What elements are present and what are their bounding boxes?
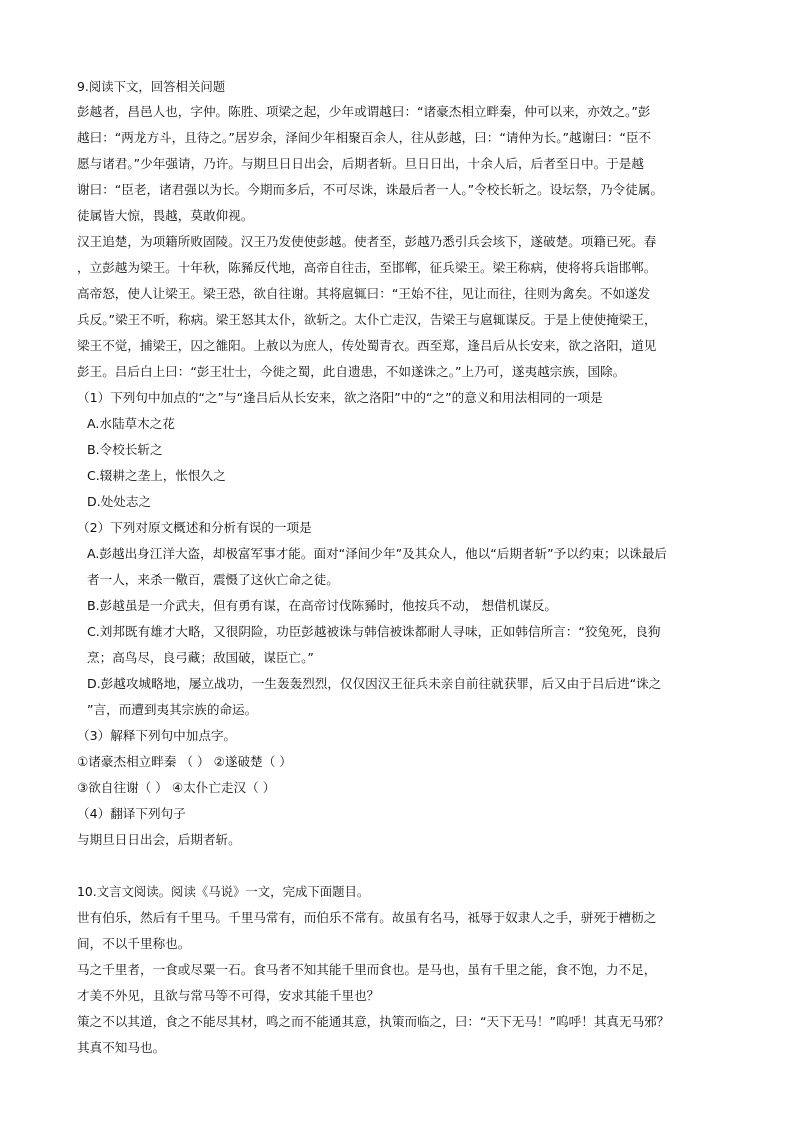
text-line: 彭越者，昌邑人也，字仲。陈胜、项梁之起，少年或谓越曰：“诸豪杰相立畔秦，仲可以来，亦效之。”彭	[77, 104, 651, 119]
option-line: B.彭越虽是一介武夫，但有勇有谋，在高帝讨伐陈豨时，他按兵不动， 想借机谋反。	[87, 598, 558, 613]
text-line: （4）翻译下列句子	[77, 806, 186, 821]
text-line: 高帝怒，使人让梁王。梁王恐，欲自往谢。其将扈辄曰：“王始不往，见让而往，往则为禽矣。不如遂发	[77, 286, 651, 301]
option-line: ”言，而遭到夷其宗族的命运。	[87, 702, 258, 717]
option-line: D.彭越攻城略地，屡立战功，一生轰轰烈烈，仅仅因汉王征兵未亲自前往就获罪，后又由于吕后进“诛之	[87, 676, 662, 691]
text-line: 才美不外见，且欲与常马等不可得，安求其能千里也？	[77, 988, 380, 1003]
option-line: B.令校长斩之	[87, 442, 163, 457]
text-line: 徒属皆大惊，畏越，莫敢仰视。	[77, 208, 254, 223]
text-line: 梁王不觉，捕梁王，囚之雒阳。上赦以为庶人，传处蜀青衣。西至郑，逢吕后从长安来，欲之洛阳，道见	[77, 338, 657, 353]
option-line: A.水陆草木之花	[87, 416, 175, 431]
option-line: C.刘邦既有雄才大略，又很阴险，功臣彭越被诛与韩信被诛都耐人寻味，正如韩信所言：“狡兔死，良狗	[87, 624, 661, 639]
text-line: 愿与诸君。”少年强请，乃许。与期旦日日出会，后期者斩。旦日日出，十余人后，后者至日中。于是越	[77, 156, 644, 171]
text-line: 兵反。”梁王不听，称病。梁王怒其太仆，欲斩之。太仆亡走汉，告梁王与扈辄谋反。于是上使使掩梁王，	[77, 312, 657, 327]
question-heading: 9.阅读下文，回答相关问题	[77, 79, 226, 94]
text-line: ③欲自往谢（ ） ④太仆亡走汉（ ）	[77, 780, 276, 795]
text-line: （2）下列对原文概述和分析有误的一项是	[77, 520, 312, 535]
text-line: 彭王。吕后白上曰：“彭王壮士，今徙之蜀，此自遗患，不如遂诛之。”上乃可，遂夷越宗族，国除。	[77, 364, 626, 379]
text-line: 与期旦日日出会，后期者斩。	[77, 832, 241, 847]
option-line: 者一人，来杀一儆百，震慑了这伙亡命之徒。	[87, 572, 339, 587]
option-line: C.辍耕之垄上，怅恨久之	[87, 468, 226, 483]
question-heading: 10.文言文阅读。阅读《马说》一文，完成下面题目。	[77, 884, 370, 899]
text-line: 其真不知马也。	[77, 1040, 166, 1055]
text-line: 谢曰：“臣老，诸君强以为长。今期而多后，不可尽诛，诛最后者一人。”令校长斩之。设坛祭，乃令徒属。	[77, 182, 664, 197]
option-line: A.彭越出身江洋大盗，却极富军事才能。面对“泽间少年”及其众人，他以“后期者斩”予以约束；以诛最后	[87, 546, 668, 561]
text-line: ①诸豪杰相立畔秦 （ ） ②遂破楚（ ）	[77, 754, 292, 769]
text-line: （1）下列句中加点的“之”与“逢吕后从长安来，欲之洛阳”中的“之”的意义和用法相同的一项是	[77, 390, 603, 405]
text-line: 越曰：“两龙方斗，且待之。”居岁余，泽间少年相聚百余人，往从彭越，曰：“请仲为长。”越谢曰：“臣不	[77, 130, 652, 145]
text-line: 间，不以千里称也。	[77, 936, 191, 951]
option-line: 烹；高鸟尽，良弓藏；敌国破，谋臣亡。”	[87, 650, 314, 665]
text-line: （3）解释下列句中加点字。	[77, 728, 237, 743]
text-line: ，立彭越为梁王。十年秋，陈豨反代地，高帝自往击，至邯郸，征兵梁王。梁王称病，使将将兵诣邯郸。	[77, 260, 657, 275]
text-line: 汉王追楚，为项籍所败固陵。汉王乃发使使彭越。使者至，彭越乃悉引兵会垓下，遂破楚。项籍已死。春	[77, 234, 657, 249]
option-line: D.处处志之	[87, 494, 152, 509]
text-line: 策之不以其道，食之不能尽其材，鸣之而不能通其意，执策而临之，曰：“天下无马！”呜呼！其真无马邪？	[77, 1014, 670, 1029]
text-line: 马之千里者，一食或尽粟一石。食马者不知其能千里而食也。是马也，虽有千里之能，食不饱，力不足，	[77, 962, 657, 977]
text-line: 世有伯乐，然后有千里马。千里马常有，而伯乐不常有。故虽有名马，祗辱于奴隶人之手，骈死于槽枥之	[77, 910, 657, 925]
